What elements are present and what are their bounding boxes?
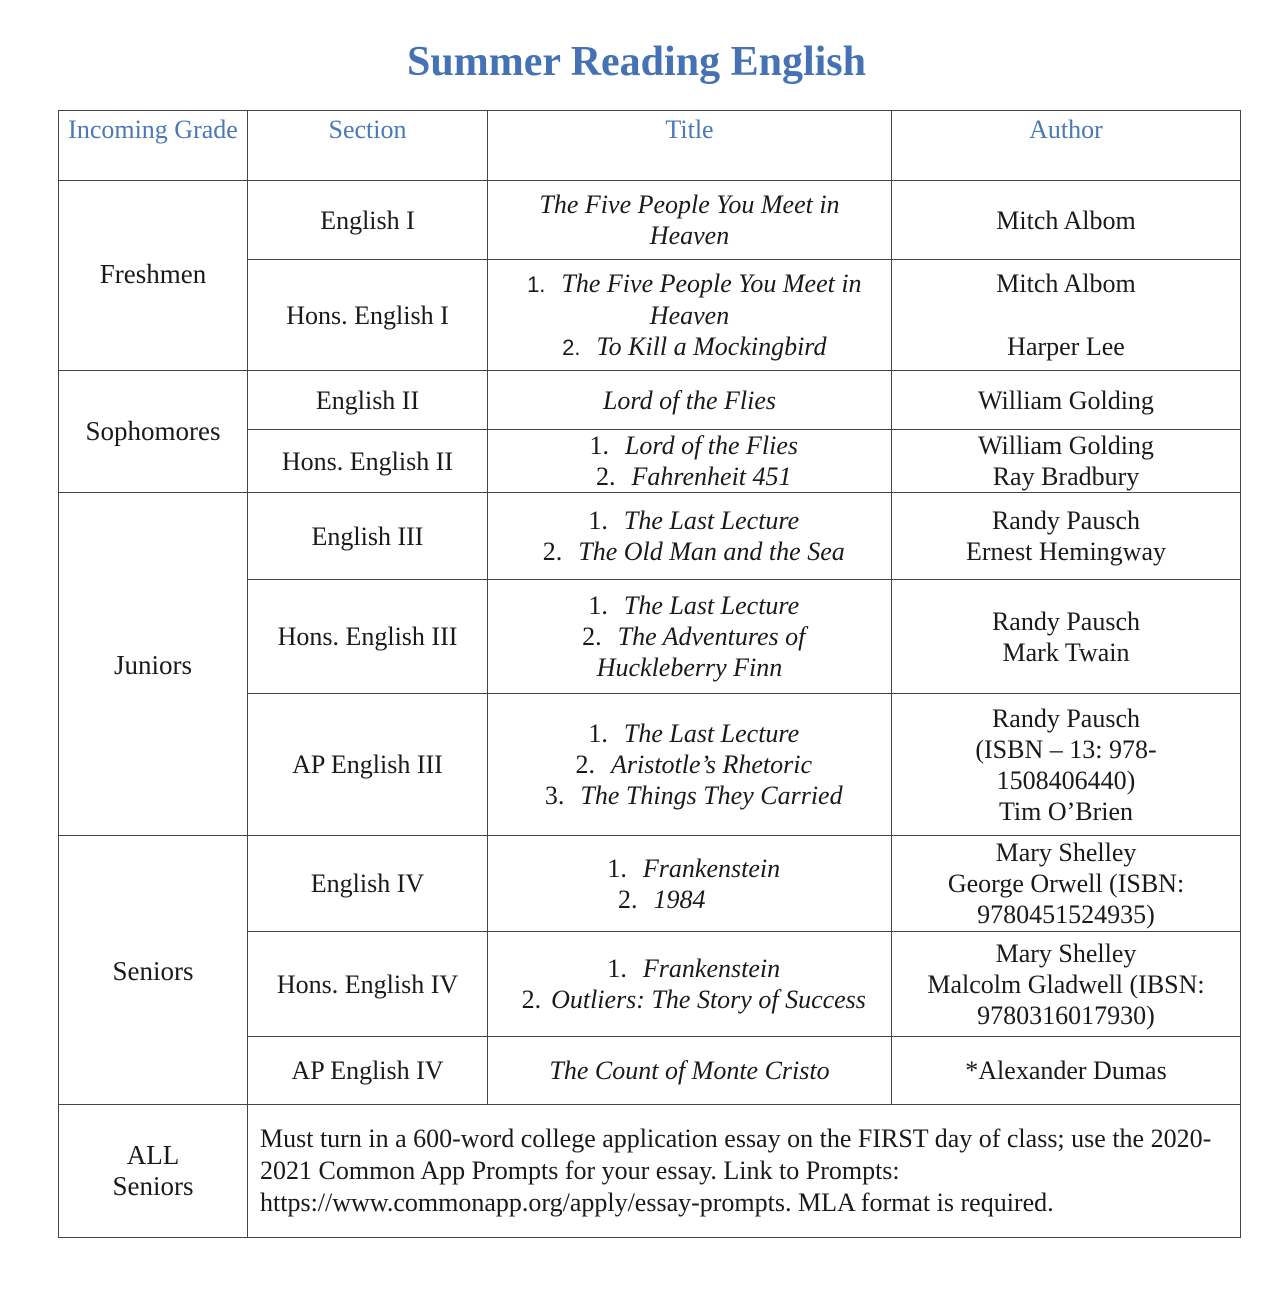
author-name: Randy Pausch bbox=[991, 606, 1141, 636]
author-name: Ray Bradbury bbox=[992, 462, 1140, 491]
book-title: The Old Man and the Sea bbox=[578, 537, 845, 566]
list-number: 2. bbox=[582, 622, 602, 651]
section-cell: AP English III bbox=[248, 694, 488, 836]
grade-all-seniors bbox=[59, 1105, 248, 1238]
title-cell bbox=[488, 932, 892, 1037]
all-seniors-note: Must turn in a 600-word college application essay on the FIRST day of class; use the 2020-2021 Common App Prompts for your essay. Link to Prompts: https://www.commonapp.org/apply/essay-prompts. MLA format is required. bbox=[248, 1105, 1241, 1238]
book-title: Lord of the Flies bbox=[602, 385, 777, 415]
author-cell bbox=[892, 932, 1241, 1037]
author-cell bbox=[892, 371, 1241, 430]
book-title: The Count of Monte Cristo bbox=[549, 1056, 830, 1085]
author-name: Ernest Hemingway bbox=[965, 537, 1166, 566]
section-cell: English III bbox=[248, 493, 488, 580]
book-title: Frankenstein bbox=[642, 853, 781, 883]
list-number: 2. bbox=[595, 462, 616, 491]
header-title: Title bbox=[488, 111, 892, 181]
book-title: The Last Lecture bbox=[623, 719, 800, 748]
author-cell bbox=[892, 260, 1241, 371]
author-name: Mitch Albom bbox=[996, 205, 1136, 235]
title-cell bbox=[488, 371, 892, 430]
book-title: Frankenstein bbox=[642, 954, 781, 983]
grade-sophomores: Sophomores bbox=[59, 371, 248, 493]
author-name: Harper Lee bbox=[1007, 332, 1125, 361]
list-number: 1. bbox=[588, 591, 608, 620]
list-number: 1. bbox=[589, 431, 609, 460]
author-cell bbox=[892, 836, 1241, 932]
title-cell bbox=[488, 493, 892, 580]
author-cell bbox=[892, 694, 1241, 836]
list-number: 2. bbox=[521, 985, 542, 1014]
list-number: 3. bbox=[544, 781, 565, 810]
author-cell bbox=[892, 1037, 1241, 1105]
table-row bbox=[59, 836, 1241, 932]
title-cell bbox=[488, 260, 892, 371]
book-title: The Five People You Meet in bbox=[561, 268, 862, 298]
author-name: Malcolm Gladwell (IBSN: bbox=[927, 969, 1205, 999]
author-name: Mitch Albom bbox=[996, 269, 1136, 298]
table-row bbox=[59, 371, 1241, 430]
title-cell bbox=[488, 1037, 892, 1105]
title-cell bbox=[488, 836, 892, 932]
section-cell: Hons. English IV bbox=[248, 932, 488, 1037]
table-row bbox=[59, 1105, 1241, 1238]
section-cell: Hons. English II bbox=[248, 430, 488, 493]
author-cell bbox=[892, 493, 1241, 580]
book-title: The Five People You Meet in Heaven bbox=[539, 190, 840, 250]
title-cell bbox=[488, 694, 892, 836]
section-cell: English I bbox=[248, 181, 488, 260]
page-title: Summer Reading English bbox=[407, 39, 866, 85]
author-name: William Golding bbox=[978, 385, 1154, 415]
list-number: 1. bbox=[588, 506, 608, 535]
list-number: 1. bbox=[607, 853, 627, 883]
title-cell bbox=[488, 430, 892, 493]
list-number: 2. bbox=[562, 334, 581, 360]
section-cell: English II bbox=[248, 371, 488, 430]
book-title: The Adventures of bbox=[617, 622, 806, 651]
book-title-cont: Heaven bbox=[649, 300, 730, 330]
book-title: Fahrenheit 451 bbox=[631, 462, 792, 491]
list-number: 1. bbox=[527, 271, 546, 297]
list-number: 2. bbox=[542, 537, 563, 566]
book-title-cont: Huckleberry Finn bbox=[596, 653, 783, 682]
section-cell: English IV bbox=[248, 836, 488, 932]
author-name: Mark Twain bbox=[1002, 637, 1130, 667]
author-cell bbox=[892, 181, 1241, 260]
book-title: 1984 bbox=[653, 884, 706, 914]
author-name: Mary Shelley bbox=[995, 938, 1137, 968]
book-title: Aristotle’s Rhetoric bbox=[610, 750, 812, 779]
list-number: 1. bbox=[588, 719, 608, 748]
all-seniors-line1: ALL bbox=[126, 1140, 180, 1170]
author-cell bbox=[892, 430, 1241, 493]
section-cell: AP English IV bbox=[248, 1037, 488, 1105]
section-cell: Hons. English I bbox=[248, 260, 488, 371]
table-header-row bbox=[59, 111, 1241, 181]
grade-freshmen: Freshmen bbox=[59, 181, 248, 371]
grade-seniors: Seniors bbox=[59, 836, 248, 1105]
author-isbn: 1508406440) bbox=[996, 765, 1136, 795]
list-number: 2. bbox=[575, 750, 595, 779]
header-grade: Incoming Grade bbox=[59, 111, 248, 181]
title-cell bbox=[488, 580, 892, 694]
author-name: George Orwell (ISBN: bbox=[947, 869, 1185, 898]
grade-juniors: Juniors bbox=[59, 493, 248, 836]
author-name: Randy Pausch bbox=[991, 506, 1141, 535]
book-title: The Things They Carried bbox=[580, 781, 843, 810]
all-seniors-line2: Seniors bbox=[112, 1171, 194, 1201]
list-number: 2. bbox=[618, 884, 638, 914]
table-row bbox=[59, 181, 1241, 260]
header-section: Section bbox=[248, 111, 488, 181]
book-title: To Kill a Mockingbird bbox=[596, 331, 827, 361]
author-isbn: (ISBN – 13: 978- bbox=[975, 734, 1157, 764]
author-cell bbox=[892, 580, 1241, 694]
section-cell: Hons. English III bbox=[248, 580, 488, 694]
author-isbn: 9780451524935) bbox=[977, 900, 1155, 929]
author-name: Tim O’Brien bbox=[998, 796, 1134, 826]
summer-reading-table bbox=[58, 110, 1241, 1238]
book-title: Lord of the Flies bbox=[624, 431, 799, 460]
book-title: The Last Lecture bbox=[623, 506, 800, 535]
table-row bbox=[59, 493, 1241, 580]
author-name: Mary Shelley bbox=[995, 838, 1137, 867]
author-isbn: 9780316017930) bbox=[977, 1000, 1155, 1030]
title-cell bbox=[488, 181, 892, 260]
header-author: Author bbox=[892, 111, 1241, 181]
author-name: Randy Pausch bbox=[991, 703, 1141, 733]
list-number: 1. bbox=[607, 954, 627, 983]
book-title: The Last Lecture bbox=[623, 591, 800, 620]
author-name: *Alexander Dumas bbox=[965, 1056, 1167, 1085]
book-title: Outliers: The Story of Success bbox=[551, 985, 866, 1014]
author-name: William Golding bbox=[978, 431, 1154, 460]
